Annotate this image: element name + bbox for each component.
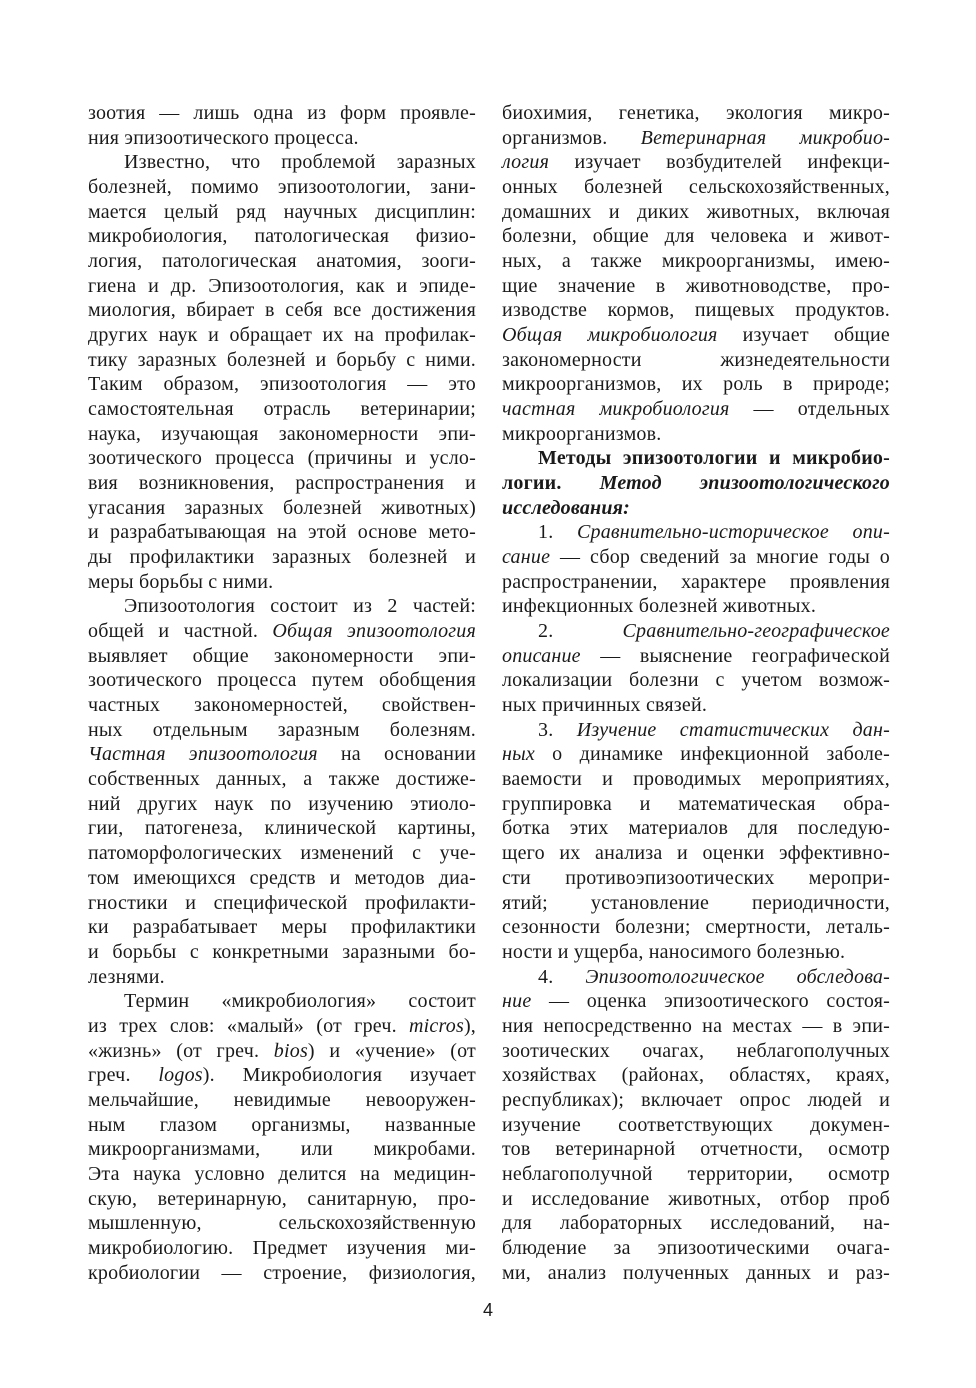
text-line <box>502 397 890 422</box>
text-line <box>88 348 476 373</box>
text-segment: сти противоэпизоотических меропри- <box>502 866 890 889</box>
text-segment: тику заразных болезней и борьбу с ними. <box>88 348 476 371</box>
text-line <box>88 891 476 916</box>
text-segment: Метод эпизоотологического <box>599 472 890 495</box>
text-segment: микроорганизмами, или микробами. <box>88 1138 476 1161</box>
text-segment: — оценка эпизоотического состоя- <box>531 990 890 1013</box>
text-segment: частная микробиология <box>502 398 730 421</box>
text-segment: изучение соответствующих докумен- <box>502 1113 890 1136</box>
text-line <box>88 101 476 126</box>
text-line <box>88 323 476 348</box>
text-segment: ности и ущерба, наносимого болезнью. <box>502 940 846 963</box>
text-line <box>502 1261 890 1286</box>
text-segment: микроорганизмов. <box>502 422 662 445</box>
text-segment: Известно, что проблемой заразных <box>124 151 476 174</box>
text-line <box>502 570 890 595</box>
text-line <box>502 594 890 619</box>
text-line <box>502 841 890 866</box>
text-segment: Изучение статистических дан- <box>576 718 890 741</box>
text-line <box>88 545 476 570</box>
text-line <box>502 915 890 940</box>
text-line <box>502 101 890 126</box>
text-segment: логии. <box>502 472 562 495</box>
text-segment: ных причинных связей. <box>502 694 708 717</box>
text-segment: миология, вбирает в себя все достижения <box>88 299 476 322</box>
text-segment: болезни, общие для человека и живот- <box>502 225 890 248</box>
text-line <box>88 570 476 595</box>
text-line <box>502 471 890 496</box>
text-segment: и борьбы с конкретными заразными бо- <box>88 940 476 963</box>
text-line <box>502 446 890 471</box>
text-segment: мается целый ряд научных дисциплин: <box>88 200 476 223</box>
text-segment: о динамике инфекционной заболе- <box>534 743 890 766</box>
text-segment: вия возникновения, распространения и <box>88 472 476 495</box>
text-segment: 1. <box>538 521 577 544</box>
text-segment: неблагополучной территории, осмотр <box>502 1162 890 1185</box>
text-segment: хозяйствах (районах, областях, краях, <box>502 1064 890 1087</box>
text-line <box>502 1014 890 1039</box>
text-segment: меры борьбы с ними. <box>88 570 274 593</box>
text-line <box>502 1039 890 1064</box>
text-segment: на основании <box>317 743 476 766</box>
text-segment: зоотического процесса (причины и усло- <box>88 447 476 470</box>
text-line <box>502 274 890 299</box>
text-segment: общей и частной. <box>88 620 273 643</box>
text-segment: ) и «учение» (от <box>307 1039 476 1062</box>
text-line <box>88 1236 476 1261</box>
text-line <box>88 126 476 151</box>
text-line <box>88 298 476 323</box>
text-segment: «жизнь» (от греч. <box>88 1039 274 1062</box>
text-segment: домашних и диких животных, включая <box>502 200 890 223</box>
text-segment: и исследование животных, отбор проб <box>502 1187 890 1210</box>
text-segment: локализации болезни с учетом возмож- <box>502 669 890 692</box>
text-line <box>502 150 890 175</box>
text-line <box>502 1137 890 1162</box>
text-line <box>502 816 890 841</box>
text-line <box>88 718 476 743</box>
text-line <box>502 866 890 891</box>
text-line <box>88 644 476 669</box>
text-segment: изводстве кормов, пищевых продуктов. <box>502 299 890 322</box>
text-segment: ваемости и проводимых мероприятиях, <box>502 768 890 791</box>
text-segment: Сравнительно-географическое <box>622 620 890 643</box>
text-segment <box>562 472 600 494</box>
text-line <box>88 249 476 274</box>
text-segment: ятий; установление периодичности, <box>502 891 890 914</box>
text-segment: и разрабатывающая на этой основе мето- <box>88 521 476 544</box>
text-line <box>502 693 890 718</box>
text-line <box>502 792 890 817</box>
text-line <box>502 496 890 521</box>
text-segment: — выяснение географической <box>580 644 890 667</box>
text-line <box>88 1137 476 1162</box>
text-line <box>88 150 476 175</box>
text-line <box>88 1063 476 1088</box>
text-line <box>502 940 890 965</box>
text-segment: описание <box>502 644 581 667</box>
text-segment: биохимия, генетика, экология микро- <box>502 102 890 124</box>
text-segment: исследования: <box>502 496 631 519</box>
text-line <box>502 298 890 323</box>
text-segment: организмов. <box>502 126 641 149</box>
text-line <box>88 1261 476 1286</box>
text-line <box>502 1236 890 1261</box>
text-line <box>88 1039 476 1064</box>
text-segment: собственных данных, а также достиже- <box>88 768 476 791</box>
text-segment: 2. <box>538 620 623 643</box>
text-segment: выявляет общие закономерности эпи- <box>88 644 476 667</box>
text-line <box>88 989 476 1014</box>
text-line <box>502 200 890 225</box>
text-line <box>88 668 476 693</box>
text-line <box>88 1088 476 1113</box>
text-segment: logos <box>158 1064 203 1087</box>
text-segment: тов ветеринарной отчетности, осмотр <box>502 1138 890 1161</box>
text-segment: — сбор сведений за многие годы о <box>550 546 890 569</box>
text-line <box>88 965 476 990</box>
text-segment: распространении, характере проявления <box>502 570 890 593</box>
text-segment: греч. <box>88 1064 159 1087</box>
text-segment: республиках); включает опрос людей и <box>502 1088 890 1111</box>
text-segment: ми, анализ полученных данных и раз- <box>502 1261 890 1284</box>
text-segment: 3. <box>538 718 577 741</box>
text-line <box>502 323 890 348</box>
text-line <box>502 989 890 1014</box>
text-line <box>502 767 890 792</box>
text-line <box>88 1014 476 1039</box>
text-line <box>502 224 890 249</box>
text-line <box>88 841 476 866</box>
text-segment: Общая микробиология <box>502 324 718 347</box>
text-line <box>502 644 890 669</box>
text-segment: зоотического процесса путем обобщения <box>88 669 476 692</box>
text-line <box>88 742 476 767</box>
text-segment: ды профилактики заразных болезней и <box>88 546 476 569</box>
text-line <box>88 496 476 521</box>
text-segment: сание <box>502 546 551 569</box>
text-segment: сезонности болезни; смертности, леталь- <box>502 916 890 939</box>
text-segment: гностики и специфической профилакти- <box>88 891 476 914</box>
text-line <box>502 718 890 743</box>
text-line <box>502 1063 890 1088</box>
text-segment: Сравнительно-историческое опи- <box>576 521 890 544</box>
text-segment: Общая эпизоотология <box>272 620 477 643</box>
text-line <box>88 200 476 225</box>
text-segment: ние <box>502 990 532 1013</box>
text-line <box>88 940 476 965</box>
text-line <box>88 397 476 422</box>
text-segment: изучает возбудителей инфекци- <box>549 151 890 174</box>
text-segment: ботка этих материалов для последую- <box>502 817 890 840</box>
text-segment: ки разрабатывает меры профилактики <box>88 916 476 939</box>
text-line <box>88 1113 476 1138</box>
text-line <box>88 224 476 249</box>
text-line <box>88 767 476 792</box>
text-line <box>88 446 476 471</box>
text-segment: изучает общие <box>717 324 890 347</box>
text-segment: Ветеринарная микробио- <box>640 126 890 149</box>
text-segment: самостоятельная отрасль ветеринарии; <box>88 398 476 421</box>
text-line <box>502 1088 890 1113</box>
text-segment: логия, патологическая анатомия, зооги- <box>88 250 476 273</box>
text-segment: кробиологии — строение, физиология, <box>88 1261 476 1284</box>
text-segment: Частная эпизоотология <box>88 743 318 766</box>
text-line <box>502 545 890 570</box>
text-line <box>502 668 890 693</box>
text-line <box>502 1187 890 1212</box>
text-segment: болезней, помимо эпизоотологии, зани- <box>88 176 476 199</box>
text-segment: Термин «микробиология» состоит <box>124 990 476 1013</box>
text-line <box>88 1187 476 1212</box>
text-line <box>88 792 476 817</box>
text-segment: щие значение в животноводстве, про- <box>502 274 890 297</box>
text-line <box>502 348 890 373</box>
text-segment: Эта наука условно делится на медицин- <box>88 1162 476 1185</box>
text-segment: из трех слов: «малый» (от греч. <box>88 1014 410 1037</box>
left-column <box>88 101 476 1285</box>
text-line <box>88 866 476 891</box>
text-line <box>88 594 476 619</box>
text-segment: ния непосредственно на местах — в эпи- <box>502 1014 890 1037</box>
text-line <box>502 520 890 545</box>
text-segment: bios <box>273 1039 308 1062</box>
text-segment: блюдение за эпизоотическими очага- <box>502 1236 890 1259</box>
text-segment: скую, ветеринарную, санитарную, про- <box>88 1187 476 1210</box>
text-segment: Таким образом, эпизоотология — это <box>88 373 476 396</box>
text-line <box>502 1211 890 1236</box>
text-segment: Эпизоотология состоит из 2 частей: <box>124 595 476 618</box>
text-segment: ным глазом организмы, названные <box>88 1113 476 1136</box>
text-line <box>88 422 476 447</box>
text-segment: онных болезней сельскохозяйственных, <box>502 176 890 199</box>
text-segment: частных закономерностей, свойствен- <box>88 694 476 717</box>
text-line <box>502 891 890 916</box>
text-segment: мельчайшие, невидимые невооружен- <box>88 1088 476 1111</box>
text-segment: лезнями. <box>88 965 165 988</box>
text-segment: том имеющихся средств и методов диа- <box>88 866 476 889</box>
text-segment: инфекционных болезней животных. <box>502 595 817 618</box>
text-segment: щего их анализа и оценки эффективно- <box>502 842 890 865</box>
text-segment: закономерности жизнедеятельности <box>502 348 890 371</box>
text-segment: гиена и др. Эпизоотология, как и эпиде- <box>88 274 476 297</box>
text-line <box>502 1113 890 1138</box>
text-line <box>502 175 890 200</box>
text-segment: зоотия — лишь одна из форм проявле- <box>88 102 476 124</box>
text-line <box>88 471 476 496</box>
text-segment: микроорганизмов, их роль в природе; <box>502 373 890 396</box>
text-line <box>88 1162 476 1187</box>
text-segment: угасания заразных болезней животных) <box>88 496 476 519</box>
text-segment: патоморфологических изменений с уче- <box>88 842 476 865</box>
text-segment: микробиология, патологическая физио- <box>88 225 476 248</box>
text-segment: других наук и обращает их на профилак- <box>88 324 476 347</box>
text-segment: Методы эпизоотологии и микробио- <box>538 447 890 470</box>
text-segment: группировка и математическая обра- <box>502 792 890 815</box>
text-line <box>502 126 890 151</box>
text-segment: ных отдельным заразным болезням. <box>88 718 476 741</box>
text-segment: ), <box>463 1014 476 1037</box>
text-segment: гии, патогенеза, клинической картины, <box>88 817 476 840</box>
text-segment: — отдельных <box>729 398 890 421</box>
text-line <box>88 693 476 718</box>
text-segment: 4. <box>538 965 586 988</box>
text-line <box>502 619 890 644</box>
text-line <box>88 619 476 644</box>
text-segment: логия <box>502 151 550 174</box>
text-segment: для лабораторных исследований, на- <box>502 1212 890 1235</box>
text-line <box>88 520 476 545</box>
text-segment: micros <box>409 1014 464 1037</box>
text-line <box>88 915 476 940</box>
text-segment: ных <box>502 743 535 766</box>
text-segment: микробиологию. Предмет изучения ми- <box>88 1236 476 1259</box>
text-line <box>502 372 890 397</box>
text-line <box>502 249 890 274</box>
text-segment: ных, а также микроорганизмы, имею- <box>502 250 890 273</box>
text-line <box>88 175 476 200</box>
text-line <box>88 372 476 397</box>
page-number: 4 <box>482 1300 493 1320</box>
text-line <box>88 816 476 841</box>
text-segment: ). Микробиология изучает <box>202 1064 477 1087</box>
right-column <box>502 101 890 1285</box>
text-segment: Эпизоотологическое обследова- <box>585 965 890 988</box>
text-line <box>88 274 476 299</box>
text-line <box>88 1211 476 1236</box>
text-segment: мышленную, сельскохозяйственную <box>88 1212 476 1235</box>
text-line <box>502 422 890 447</box>
text-segment: ния эпизоотического процесса. <box>88 126 359 149</box>
text-line <box>502 965 890 990</box>
text-segment: зоотических очагах, неблагополучных <box>502 1039 890 1062</box>
text-line <box>502 742 890 767</box>
text-line <box>502 1162 890 1187</box>
text-segment: наука, изучающая закономерности эпи- <box>88 422 476 445</box>
text-segment: ний других наук по изучению этиоло- <box>88 792 476 815</box>
